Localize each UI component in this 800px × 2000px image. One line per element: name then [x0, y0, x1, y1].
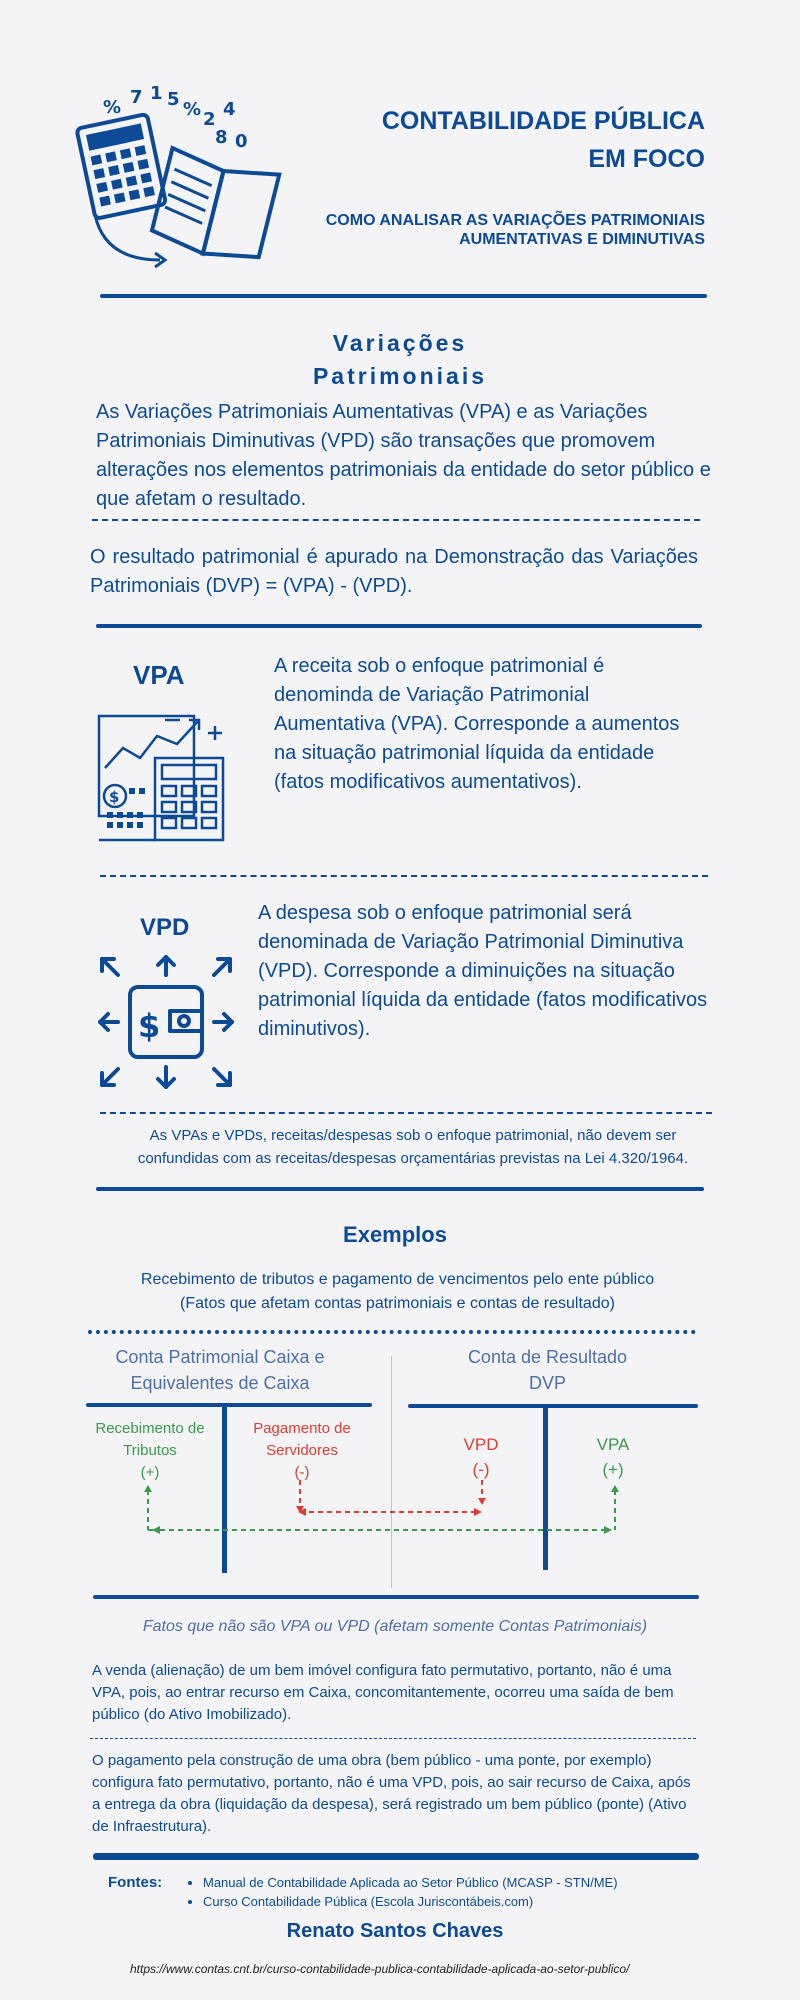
left-debit-label-line2: Tributos: [123, 1442, 177, 1459]
left-account-title-line1: Conta Patrimonial Caixa e: [115, 1347, 325, 1367]
right-account-title-line2: DVP: [528, 1373, 566, 1393]
vpd-wallet-icon: [98, 955, 234, 1090]
svg-text:4: 4: [223, 99, 236, 120]
source-url[interactable]: https://www.contas.cnt.br/curso-contabilidade-publica-contabilidade-aplicada-ao-setor-publico/: [130, 1962, 630, 1976]
svg-text:%: %: [103, 97, 122, 118]
svg-text:$: $: [138, 1007, 161, 1045]
vpa-label: VPA: [133, 660, 185, 690]
subtitle-line2: AUMENTATIVAS E DIMINUTIVAS: [459, 231, 705, 248]
dashed-divider-7: [90, 1738, 696, 1739]
divider-8: [93, 1853, 699, 1860]
right-credit-sign: (+): [602, 1460, 624, 1479]
examples-subtitle-line1: Recebimento de tributos e pagamento de vencimentos pelo ente público: [140, 1271, 655, 1288]
author-name: Renato Santos Chaves: [286, 1920, 504, 1942]
intro-paragraph: As Variações Patrimoniais Aumentativas (VPA) e as Variações Patrimoniais Diminutivas (VPD) são transações que promovem alterações nos elementos patrimoniais da entidade do setor público e que afetam o resultado.: [96, 401, 711, 510]
right-account-title: [410, 1344, 685, 1396]
left-debit-entry: [80, 1418, 220, 1484]
section-heading: [200, 327, 600, 393]
svg-text:7: 7: [130, 87, 143, 108]
right-credit-label: VPA: [596, 1435, 630, 1454]
vpd-label: VPD: [140, 914, 190, 941]
left-credit-label-line1: Pagamento de: [253, 1420, 351, 1437]
left-debit-label-line1: Recebimento de: [95, 1420, 205, 1437]
flow-arrows: [0, 1480, 800, 1570]
examples-subtitle: [80, 1268, 715, 1316]
left-credit-entry: [232, 1418, 372, 1484]
left-t-top: [86, 1403, 372, 1407]
note-paragraph: As VPAs e VPDs, receitas/despesas sob o enfoque patrimonial, não devem ser confundidas com as receitas/despesas orçamentárias previstas na Lei 4.320/1964.: [137, 1127, 689, 1167]
svg-text:2: 2: [203, 109, 216, 130]
subtitle-line1: COMO ANALISAR AS VARIAÇÕES PATRIMONIAIS: [325, 212, 705, 229]
result-paragraph: O resultado patrimonial é apurado na Demonstração das Variações Patrimoniais (DVP) = (VPA) - (VPD).: [90, 546, 698, 597]
right-t-top: [408, 1404, 698, 1408]
left-credit-label-line2: Servidores: [266, 1442, 338, 1459]
main-title-line1: CONTABILIDADE PÚBLICA: [381, 107, 705, 135]
dashed-divider-4: [100, 1112, 712, 1114]
left-account-title: [85, 1344, 355, 1396]
permutative-item-2: O pagamento pela construção de uma obra (bem público - uma ponte, por exemplo) configura fato permutativo, portanto, não é uma VPD, pois, ao sair recurso de Caixa, após a entrega da obra (liquidação da despesa), será registrado um bem público (ponte) (Ativo de Infraestrutura).: [92, 1752, 691, 1835]
right-debit-entry: [440, 1432, 522, 1482]
main-title-line2: EM FOCO: [588, 145, 705, 173]
svg-text:%: %: [183, 99, 202, 120]
examples-subtitle-line2: (Fatos que afetam contas patrimoniais e contas de resultado): [180, 1295, 615, 1312]
right-credit-entry: [572, 1432, 654, 1482]
svg-text:0: 0: [235, 131, 248, 152]
vpa-chart-calculator-icon: [95, 708, 230, 843]
dotted-divider: [88, 1330, 696, 1334]
left-credit-sign: (-): [294, 1464, 310, 1481]
section-heading-line1: Variações: [332, 330, 468, 356]
examples-heading: Exemplos: [343, 1222, 447, 1247]
source-item: • Curso Contabilidade Pública (Escola Juriscontábeis.com): [203, 1892, 618, 1911]
svg-text:8: 8: [215, 127, 228, 148]
right-debit-label: VPD: [463, 1435, 499, 1454]
vpd-description: A despesa sob o enfoque patrimonial será denominada de Variação Patrimonial Diminutiva (VPD). Corresponde a diminuições na situação patrimonial líquida da entidade (fatos modificativos diminutivos).: [258, 902, 708, 1040]
sources-label: Fontes:: [108, 1874, 163, 1891]
svg-text:$: $: [109, 788, 120, 806]
svg-text:1: 1: [150, 85, 163, 104]
header-divider: [100, 294, 707, 298]
permutative-item-1: A venda (alienação) de um bem imóvel configura fato permutativo, portanto, não é uma VPA, pois, ao entrar recurso em Caixa, concomitantemente, ocorreu uma saída de bem público (do Ativo Imobilizado).: [92, 1662, 674, 1723]
source-item: • Manual de Contabilidade Aplicada ao Setor Público (MCASP - STN/ME): [203, 1873, 618, 1892]
vpa-description: A receita sob o enfoque patrimonial é denominda de Variação Patrimonial Aumentativa (VPA). Corresponde a aumentos na situação patrimonial líquida da entidade (fatos modificativos aumentativos).: [274, 655, 680, 793]
svg-text:5: 5: [167, 89, 180, 110]
divider-6: [93, 1595, 699, 1599]
divider-5: [96, 1187, 704, 1191]
sources-list: [185, 1873, 618, 1911]
left-debit-sign: (+): [140, 1464, 160, 1481]
dashed-divider-3: [100, 875, 708, 877]
right-debit-sign: (-): [472, 1460, 490, 1479]
left-account-title-line2: Equivalentes de Caixa: [130, 1373, 310, 1393]
dashed-divider-1: [92, 519, 700, 521]
right-account-title-line1: Conta de Resultado: [467, 1347, 628, 1367]
section-heading-line2: Patrimoniais: [312, 363, 488, 389]
permutative-heading: Fatos que não são VPA ou VPD (afetam somente Contas Patrimoniais): [142, 1618, 648, 1635]
header-illustration: [75, 85, 290, 270]
divider-2: [96, 624, 702, 628]
